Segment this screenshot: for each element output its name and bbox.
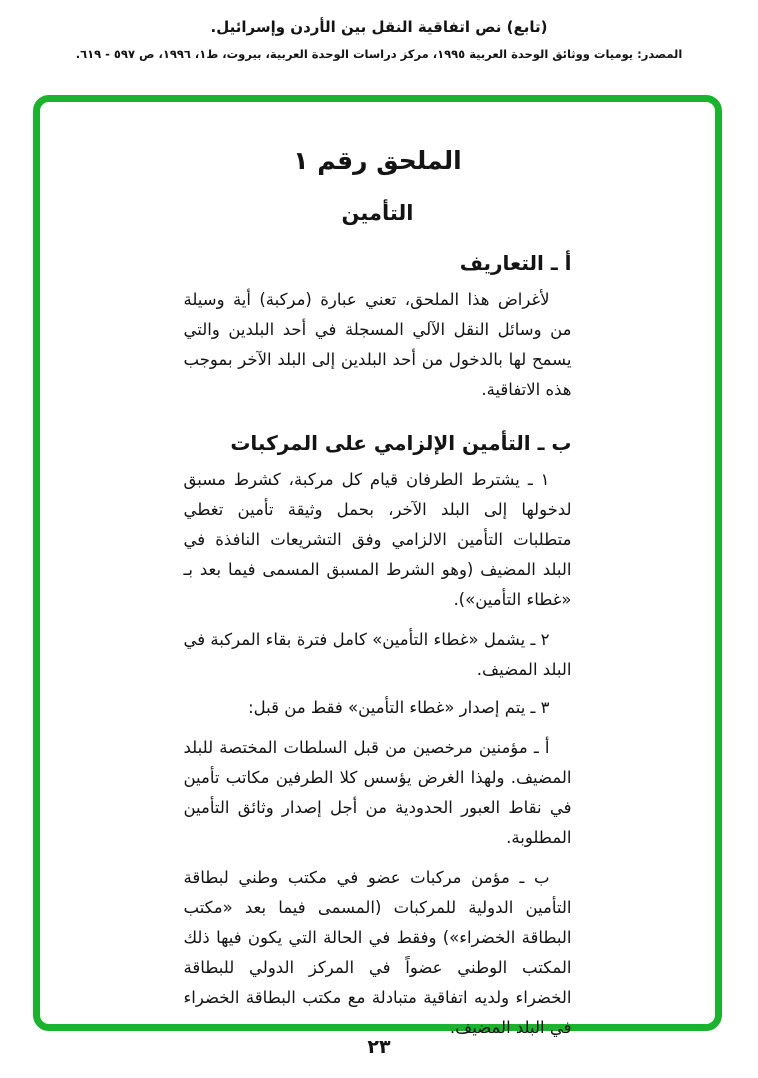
section-b-heading: ب ـ التأمين الإلزامي على المركبات	[230, 431, 572, 455]
section-b-item-3b: ب ـ مؤمن مركبات عضو في مكتب وطني لبطاقة التأمين الدولية للمركبات (المسمى فيما بعد «مكتب البطاقة الخضراء») وفقط في الحالة التي يكون فيها ذلك المكتب الوطني عضواً في المركز الدولي للبطاقة الخضراء ولديه اتفاقية متبادلة مع مكتب البطاقة الخضراء في البلد المضيف.	[183, 868, 572, 1037]
header-title: (تابع) نص اتفاقية النقل بين الأردن وإسرائيل.	[210, 18, 548, 36]
section-a-paragraph: لأغراض هذا الملحق، تعني عبارة (مركبة) أية وسيلة من وسائل النقل الآلي المسجلة في أحد البلدين والتي يسمح لها بالدخول من أحد البلدين إلى البلد الآخر بموجب هذه الاتفاقية.	[183, 290, 572, 399]
document-body	[184, 146, 572, 1043]
section-b-item-1: ١ ـ يشترط الطرفان قيام كل مركبة، كشرط مسبق لدخولها إلى البلد الآخر، بحمل وثيقة تأمين تغطي متطلبات التأمين الالزامي وفق التشريعات النافذة في البلد المضيف (وهو الشرط المسبق المسمى فيما بعد بـ «غطاء التأمين»).	[183, 470, 572, 609]
section-b-item-3a: أ ـ مؤمنين مرخصين من قبل السلطات المختصة للبلد المضيف. ولهذا الغرض يؤسس كلا الطرفين مكاتب تأمين في نقاط العبور الحدودية من أجل إصدار وثائق التأمين المطلوبة.	[183, 738, 572, 847]
section-a-heading: أ ـ التعاريف	[459, 251, 572, 275]
annex-title: الملحق رقم ١	[293, 146, 462, 175]
header-source-citation: المصدر: يوميات ووثائق الوحدة العربية ١٩٩٥، مركز دراسات الوحدة العربية، بيروت، ط١، ١٩٩٦، ص ٥٩٧ - ٦١٩.	[75, 47, 683, 61]
page-number: ٢٣	[367, 1036, 391, 1058]
section-b-item-3: ٣ ـ يتم إصدار «غطاء التأمين» فقط من قبل:	[248, 698, 550, 717]
annex-subtitle: التأمين	[341, 201, 414, 225]
section-b-item-2: ٢ ـ يشمل «غطاء التأمين» كامل فترة بقاء المركبة في البلد المضيف.	[183, 630, 572, 679]
page-header	[0, 18, 758, 61]
green-border-frame	[33, 95, 722, 1037]
